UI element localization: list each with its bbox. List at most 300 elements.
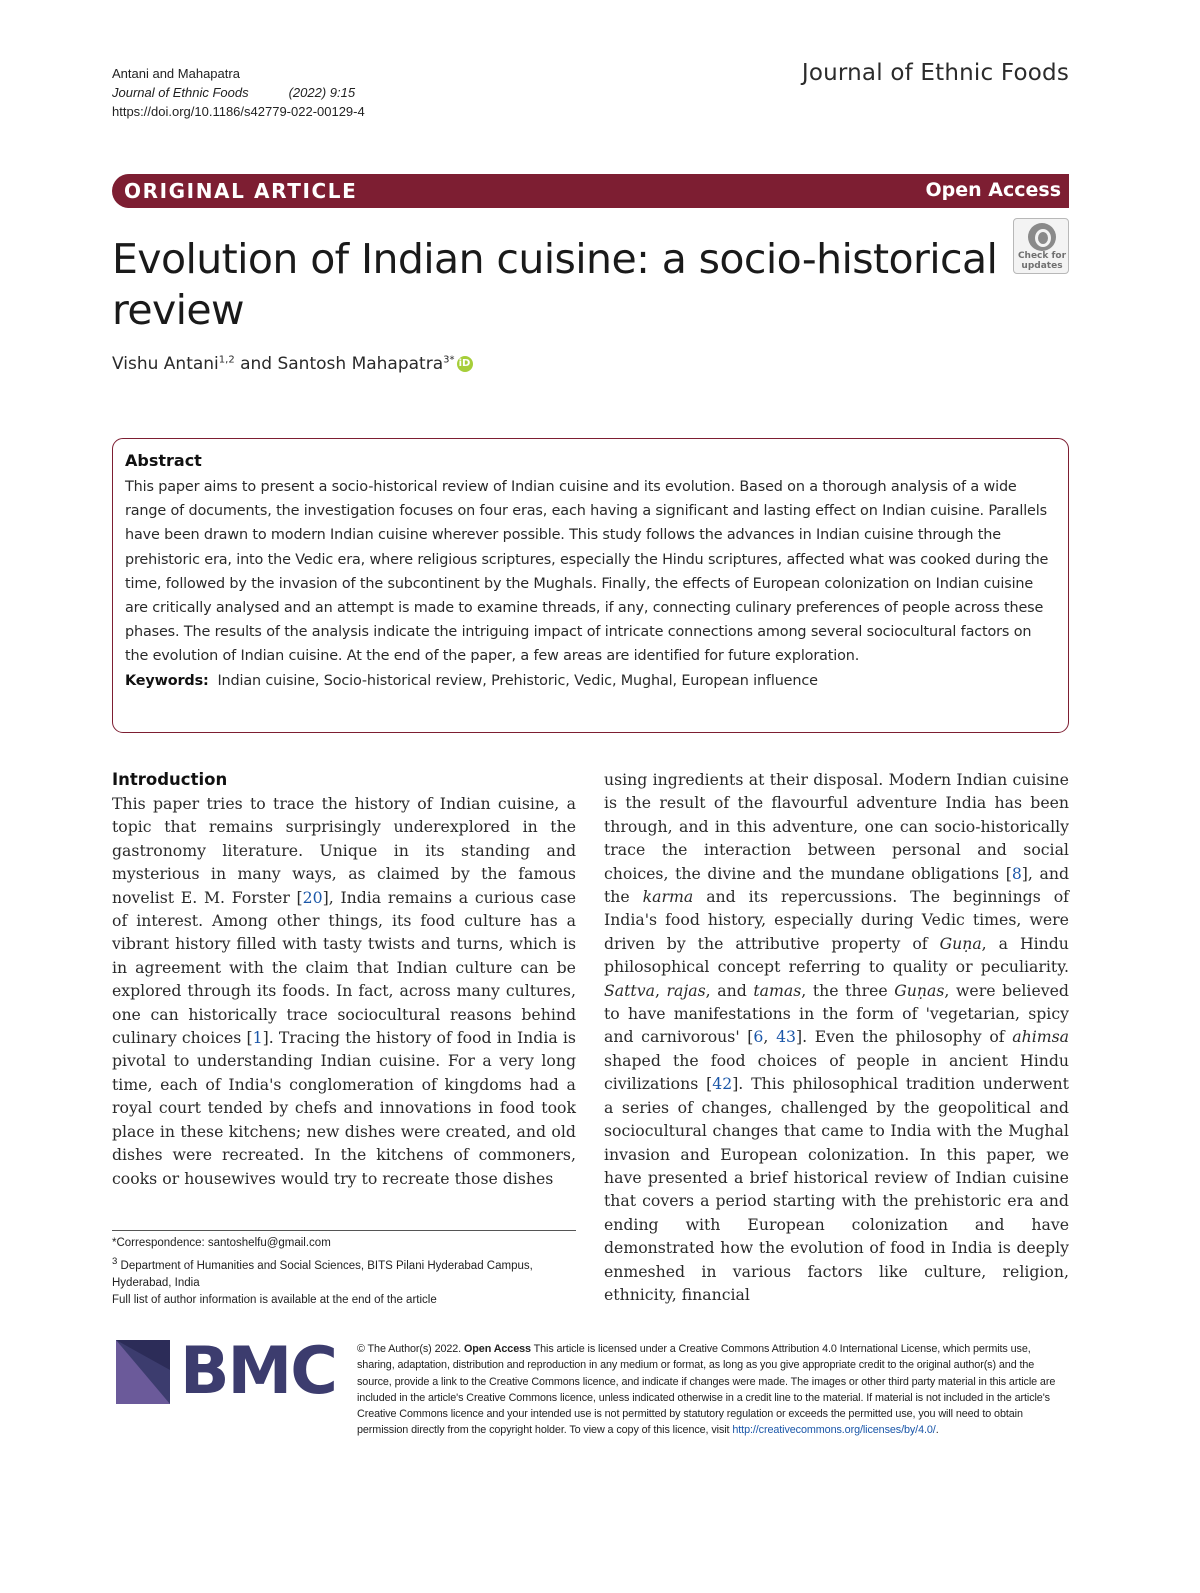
intro-text-3 [152, 1098, 159, 1117]
intro-text-3 [999, 864, 1006, 883]
intro-text-13 [698, 1074, 706, 1093]
intro-text-2 [468, 888, 475, 907]
bmc-logo[interactable] [116, 1334, 336, 1409]
intro-text-2: curious [474, 887, 534, 907]
intro-text-2: culture [464, 911, 522, 931]
article-type-label: ORIGINAL ARTICLE [124, 179, 358, 203]
intro-text-10: [ [747, 1027, 754, 1047]
intro-text-2: claim [305, 957, 349, 977]
intro-text-1: in [210, 864, 227, 884]
intro-text-10: in [799, 1004, 815, 1024]
intro-text-6 [947, 957, 955, 976]
intro-text-1 [559, 794, 566, 813]
author-1[interactable]: Vishu Antani [112, 354, 219, 374]
intro-text-3: understanding [196, 1051, 313, 1071]
intro-text-14 [720, 1215, 747, 1234]
intro-text-14 [670, 1145, 680, 1164]
intro-text-3: and [516, 1121, 547, 1141]
intro-text-1 [530, 841, 546, 860]
intro-text-3: [ [1005, 863, 1012, 883]
intro-text-2: through [187, 981, 252, 1001]
intro-text-5: attributive [735, 933, 820, 953]
intro-text-3: innovations [379, 1098, 472, 1118]
intro-text-6: to [868, 957, 885, 977]
intro-text-14: demonstrated [604, 1238, 715, 1258]
intro-text-13: Hindu [1020, 1050, 1069, 1070]
intro-text-1: Indian [439, 794, 491, 813]
intro-text-5 [928, 934, 940, 953]
intro-text-14 [976, 1145, 986, 1164]
intro-text-14 [613, 1098, 622, 1117]
intro-text-3: divine [707, 863, 756, 883]
intro-paragraph-right [604, 768, 1069, 1306]
intro-text-2 [512, 1005, 522, 1024]
intro-text-2 [549, 958, 557, 977]
intro-text-14: presented [647, 1167, 728, 1187]
intro-text-4: and [1039, 863, 1070, 883]
intro-text-2 [328, 1005, 338, 1024]
intro-text-3 [189, 1051, 197, 1070]
intro-text-5: by [666, 933, 686, 953]
intro-text-10: of [902, 1004, 918, 1024]
intro-text-14: factors [807, 1261, 863, 1281]
author-1-affil: 1,2 [218, 354, 235, 366]
intro-text-14 [1036, 1145, 1046, 1164]
intro-text-5 [819, 934, 831, 953]
intro-text-2 [381, 888, 388, 907]
intro-text-14: of [934, 1167, 950, 1187]
intro-text-2: many [456, 981, 500, 1001]
citation-link-6[interactable]: 6 [753, 1027, 764, 1047]
intro-text-3: Indian [320, 1051, 372, 1071]
term-gunas: Guṇas [894, 980, 945, 1000]
intro-text-12: the [862, 1027, 888, 1047]
intro-text-3: In [314, 1145, 331, 1165]
intro-text-1: the [321, 794, 348, 813]
intro-text-3: long [541, 1051, 577, 1071]
affiliation-text: Department of Humanities and Social Sciences, BITS Pilani Hyderabad Campus, Hyderabad, India [112, 1259, 533, 1289]
intro-text-3: in [159, 1121, 175, 1141]
intro-text-1: topic [112, 817, 152, 837]
intro-text-1: E. [180, 887, 198, 907]
citation-link-8[interactable]: 8 [1011, 863, 1022, 883]
intro-text-10: 'vegetarian, [925, 1004, 1020, 1024]
intro-text-7: , [654, 980, 660, 1000]
intro-text-2: culture [455, 957, 513, 977]
intro-text-1 [314, 794, 321, 813]
intro-text-3: socio-historically [934, 816, 1069, 836]
intro-text-11 [768, 1027, 776, 1046]
intro-text-2: across [399, 981, 451, 1001]
intro-text-5 [700, 910, 708, 929]
intro-text-6: peculiarity. [980, 957, 1069, 977]
citation-link-42[interactable]: 42 [712, 1074, 733, 1094]
intro-text-13: civilizations [604, 1074, 699, 1094]
intro-text-6: referring [788, 957, 861, 977]
bmc-mark-icon [116, 1340, 170, 1404]
intro-text-13: the [672, 1050, 699, 1070]
intro-text-3 [212, 1145, 222, 1164]
intro-text-3: between [807, 840, 876, 860]
intro-text-2: has [530, 911, 558, 931]
intro-text-5 [914, 910, 922, 929]
intro-text-2: in [112, 957, 128, 977]
intro-text-9: the [812, 980, 839, 1000]
intro-text-1 [243, 794, 250, 813]
intro-text-14: ]. [732, 1074, 744, 1094]
intro-text-14: series [621, 1097, 670, 1117]
intro-text-12: Even [814, 1027, 855, 1047]
intro-text-2: culinary [112, 1028, 177, 1048]
intro-text-14 [863, 1262, 879, 1281]
intro-text-5: during [860, 910, 914, 930]
intro-text-3: cuisine [1012, 770, 1069, 789]
intro-text-2: a [566, 911, 576, 931]
intro-text-10 [894, 1004, 902, 1023]
intro-text-1 [510, 817, 523, 836]
intro-text-13 [910, 1051, 922, 1070]
intro-text-2: can [150, 1004, 179, 1024]
intro-text-2: turns, [456, 934, 504, 954]
intro-text-13: food [710, 1050, 746, 1070]
intro-text-5 [723, 934, 735, 953]
intro-text-2 [455, 911, 464, 930]
intro-text-2 [221, 958, 229, 977]
intro-text-14: Mughal [1008, 1121, 1069, 1141]
intro-text-5 [900, 934, 912, 953]
intro-text-1 [225, 888, 232, 907]
intro-text-3: in [478, 1098, 494, 1118]
intro-text-5: its [748, 887, 769, 907]
license-text: This article is licensed under a Creative Commons Attribution 4.0 International License, which permits use, sharing, adaptation, distribution and reproduction in any medium or format, as long as you give appropriate credit to the original author(s) and the source, provide a link to the Creative Commons licence, and indicate if changes were made. The images or other third party material in this article are included in the article's Creative Commons licence, unless indicated otherwise in a credit line to the material. If material is not included in the article's Creative Commons licence and your intended use is not permitted by statutory regulation or exceeds the permitted use, you will need to obtain permission directly from the copyright holder. To view a copy of this licence, visit [357, 1343, 1056, 1437]
intro-text-2: cultures, [505, 981, 576, 1001]
intro-text-3: conglomeration [289, 1074, 414, 1094]
intro-text-3: recreate [382, 1168, 450, 1188]
intro-text-1 [445, 841, 461, 860]
intro-text-3: this [736, 816, 766, 836]
intro-text-3: is [562, 1028, 576, 1048]
intro-text-14 [743, 1074, 751, 1093]
intro-text-14: review [874, 1167, 928, 1187]
intro-text-3: trace [604, 840, 646, 860]
intro-text-3: tended [207, 1098, 263, 1118]
intro-text-3: in [496, 1028, 512, 1048]
intro-text-3 [645, 840, 662, 859]
intro-text-3: and [343, 1098, 374, 1118]
intro-text-14: like [879, 1261, 908, 1281]
intro-text-3 [559, 1075, 567, 1094]
intro-text-14: the [882, 1191, 909, 1211]
intro-text-14: of [677, 1097, 693, 1117]
intro-text-1: M. [203, 887, 226, 907]
intro-text-3: royal [112, 1098, 153, 1118]
intro-text-14: challenged [780, 1097, 868, 1117]
intro-text-5: of [1053, 887, 1069, 907]
intro-text-3: each [160, 1074, 198, 1094]
intro-text-5 [655, 934, 667, 953]
intro-text-1: history [354, 794, 410, 813]
intro-text-3: choices, [604, 863, 669, 883]
intro-text-12 [807, 1027, 815, 1046]
intro-text-3: has [994, 793, 1022, 813]
intro-text-1: in [522, 817, 538, 837]
intro-text-14: the [758, 1238, 785, 1258]
intro-text-2: be [556, 957, 576, 977]
intro-text-5: and [706, 887, 736, 907]
intro-text-14: have [604, 1167, 642, 1187]
intro-text-3 [414, 1075, 422, 1094]
intro-text-14: with [936, 1121, 972, 1141]
intro-text-6 [1008, 934, 1020, 953]
citation-link-1[interactable]: 1 [252, 1028, 263, 1048]
intro-text-13 [746, 1051, 758, 1070]
intro-text-1: trace [273, 794, 315, 813]
intro-text-10: carnivorous' [641, 1027, 740, 1047]
intro-text-3: try [333, 1168, 357, 1188]
intro-text-3: obligations [911, 863, 1000, 883]
intro-text-3: of [205, 1074, 221, 1094]
intro-text-1: to [249, 794, 266, 813]
intro-text-1 [290, 888, 297, 907]
intro-text-10: the [822, 1004, 849, 1024]
intro-text-14: India [951, 1238, 993, 1258]
intro-text-14: a [700, 1191, 710, 1211]
intro-text-9: , [801, 980, 807, 1000]
intro-text-1 [507, 864, 518, 883]
intro-text-14: India [890, 1121, 932, 1141]
intro-text-2 [389, 958, 397, 977]
intro-text-3: through, [604, 816, 673, 836]
intro-text-1 [197, 888, 204, 907]
intro-text-3 [331, 1145, 341, 1164]
intro-paragraph-left [112, 792, 576, 1190]
intro-text-3: and [977, 840, 1007, 860]
intro-text-6: , [981, 933, 987, 953]
intro-text-14 [659, 1215, 686, 1234]
intro-text-1 [174, 888, 181, 907]
intro-text-2: historically [188, 1004, 277, 1024]
term-guna: Guṇa [939, 933, 982, 953]
intro-text-3: kitchens; [228, 1121, 302, 1141]
intro-text-14: we [1046, 1144, 1069, 1164]
intro-text-14 [930, 1098, 939, 1117]
intro-text-1: that [164, 817, 197, 837]
intro-text-13 [817, 1051, 829, 1070]
intro-text-14: Indian [955, 1167, 1007, 1187]
intro-text-3: would [280, 1168, 329, 1188]
intro-text-14: a [604, 1097, 614, 1117]
intro-text-2: its [256, 981, 277, 1001]
intro-text-10: to [604, 1004, 620, 1024]
intro-text-12: philosophy [895, 1027, 982, 1047]
intro-text-3: those [454, 1168, 498, 1188]
intro-text-14: by [876, 1097, 896, 1117]
intro-text-2: and [421, 934, 451, 954]
license-open-access: Open Access [464, 1343, 531, 1355]
intro-text-2 [268, 911, 277, 930]
intro-text-1: famous [518, 864, 576, 884]
intro-text-14 [825, 1215, 852, 1234]
intro-text-3: personal [891, 840, 961, 860]
intro-text-1: remains [208, 817, 274, 837]
keywords-list: Indian cuisine, Socio-historical review, Prehistoric, Vedic, Mughal, European influence [217, 672, 818, 689]
footnotes [112, 1235, 582, 1310]
intro-text-2 [298, 958, 306, 977]
intro-text-10 [1020, 1004, 1028, 1023]
intro-text-8: and [717, 980, 747, 1000]
intro-text-2: things, [328, 911, 384, 931]
intro-text-1 [538, 817, 551, 836]
intro-text-11: , [763, 1027, 769, 1047]
intro-text-1: cuisine, [497, 794, 560, 813]
intro-text-4 [630, 887, 643, 906]
intro-text-6 [885, 957, 893, 976]
intro-text-14 [975, 1074, 983, 1093]
intro-text-14 [936, 1145, 946, 1164]
intro-text-1 [409, 841, 425, 860]
intro-text-14: have [1031, 1214, 1069, 1234]
intro-text-2: ], [322, 887, 334, 907]
abstract-heading: Abstract [125, 451, 202, 470]
intro-text-5: times, [972, 910, 1022, 930]
license-link[interactable]: http://creativecommons.org/licenses/by/4.0/ [732, 1424, 936, 1437]
intro-text-1: underexplored [393, 817, 510, 837]
author-2[interactable]: and Santosh Mahapatra [234, 354, 444, 374]
intro-text-5: were [1029, 910, 1069, 930]
intro-text-2: a [458, 887, 469, 907]
intro-text-14: and [1039, 1191, 1069, 1211]
intro-text-2: history [175, 934, 231, 954]
intro-text-2: Among [212, 911, 268, 931]
intro-text-2 [277, 1005, 287, 1024]
intro-text-3: new [306, 1121, 340, 1141]
intro-text-3: place [112, 1121, 155, 1141]
intro-text-14: with [685, 1214, 721, 1234]
intro-text-5: history, [707, 910, 767, 930]
intro-text-5 [657, 910, 665, 929]
intro-text-3: of [436, 1028, 452, 1048]
meta-authors: Antani and Mahapatra [112, 66, 240, 81]
intro-text-5: the [697, 933, 724, 953]
check-for-updates-badge[interactable] [1013, 218, 1069, 274]
intro-text-3: social [1023, 840, 1069, 860]
citation-link-43[interactable]: 43 [776, 1027, 797, 1047]
intro-text-6 [987, 934, 999, 953]
intro-text-3: the [340, 1145, 367, 1165]
intro-text-3: were [172, 1145, 213, 1165]
intro-text-1: and [546, 840, 576, 860]
intro-text-3 [163, 1145, 173, 1164]
intro-text-3 [469, 1145, 479, 1164]
intro-text-14 [898, 1074, 906, 1093]
intro-text-3: the [675, 863, 701, 883]
intro-text-4 [1033, 864, 1040, 883]
intro-text-1: its [425, 840, 445, 860]
intro-text-1: standing [461, 840, 531, 860]
intro-text-14: is [997, 1238, 1011, 1258]
intro-text-1 [152, 817, 165, 836]
intro-text-10 [917, 1004, 925, 1023]
article-type-banner [112, 174, 1069, 208]
intro-text-1 [226, 864, 237, 883]
intro-text-13: people [856, 1050, 910, 1070]
meta-doi[interactable]: https://doi.org/10.1186/s42779-022-00129-4 [112, 104, 365, 119]
intro-text-2: remains [387, 887, 453, 907]
intro-text-14: this [946, 1144, 976, 1164]
intro-text-3 [493, 1098, 500, 1117]
body-column-left [112, 768, 576, 1190]
check-updates-line1: Check for [1017, 251, 1067, 261]
intro-text-13: [ [706, 1074, 713, 1094]
meta-journal: Journal of Ethnic Foods [112, 85, 249, 100]
intro-text-3 [875, 840, 892, 859]
intro-text-6: philosophical [604, 957, 710, 977]
intro-text-3: mundane [830, 863, 905, 883]
intro-text-10: were [956, 980, 996, 1000]
intro-text-5 [853, 910, 861, 929]
article-meta [112, 64, 532, 121]
intro-text-3: a [566, 1074, 576, 1094]
intro-text-1: Forster [231, 887, 290, 907]
intro-text-3 [687, 840, 704, 859]
intro-text-3: or [162, 1168, 180, 1188]
intro-text-3 [288, 1098, 295, 1117]
intro-text-14 [785, 1074, 793, 1093]
intro-text-3: these [180, 1121, 224, 1141]
intro-text-14: a [734, 1167, 744, 1187]
intro-text-14: ending [604, 1214, 659, 1234]
intro-text-1 [337, 864, 348, 883]
intro-text-3 [706, 793, 714, 812]
license-end: . [935, 1424, 939, 1437]
intro-text-2: [ [246, 1028, 253, 1048]
intro-text-2 [534, 888, 541, 907]
intro-text-14: historical [793, 1167, 869, 1187]
intro-text-14: ethnicity, [604, 1284, 677, 1304]
intro-text-1: gastronomy [112, 840, 206, 860]
correspondence[interactable]: *Correspondence: santoshelfu@gmail.com [112, 1237, 331, 1249]
intro-text-4: ], [1021, 863, 1033, 883]
intro-text-6 [709, 957, 717, 976]
intro-text-10 [791, 1004, 799, 1023]
intro-text-1: paper [152, 794, 200, 813]
intro-text-5: repercussions. [780, 887, 898, 907]
citation-link-20[interactable]: 20 [302, 887, 323, 907]
affiliation-sup: 3 [112, 1255, 118, 1267]
intro-text-1 [470, 864, 481, 883]
intro-text-2: one [112, 1004, 141, 1024]
intro-text-10: form [856, 1004, 894, 1024]
intro-text-1 [206, 841, 222, 860]
intro-text-5 [693, 887, 706, 906]
intro-text-3: in [714, 816, 731, 836]
intro-text-2: that [356, 957, 389, 977]
intro-text-5 [686, 934, 698, 953]
intro-text-6: concept [717, 957, 781, 977]
intro-text-1: surprisingly [285, 817, 381, 837]
orcid-icon[interactable]: iD [457, 356, 473, 372]
intro-text-14: paper, [986, 1144, 1036, 1164]
intro-text-1: tries [206, 794, 243, 813]
intro-text-3: chefs [294, 1098, 337, 1118]
intro-text-3: created, [445, 1121, 512, 1141]
intro-text-3 [313, 1051, 321, 1070]
intro-text-3: the [345, 1028, 371, 1048]
intro-text-14: deeply [1016, 1238, 1069, 1258]
intro-text-5: of [912, 933, 928, 953]
intro-text-14: with [841, 1191, 877, 1211]
intro-text-2: India [340, 887, 382, 907]
